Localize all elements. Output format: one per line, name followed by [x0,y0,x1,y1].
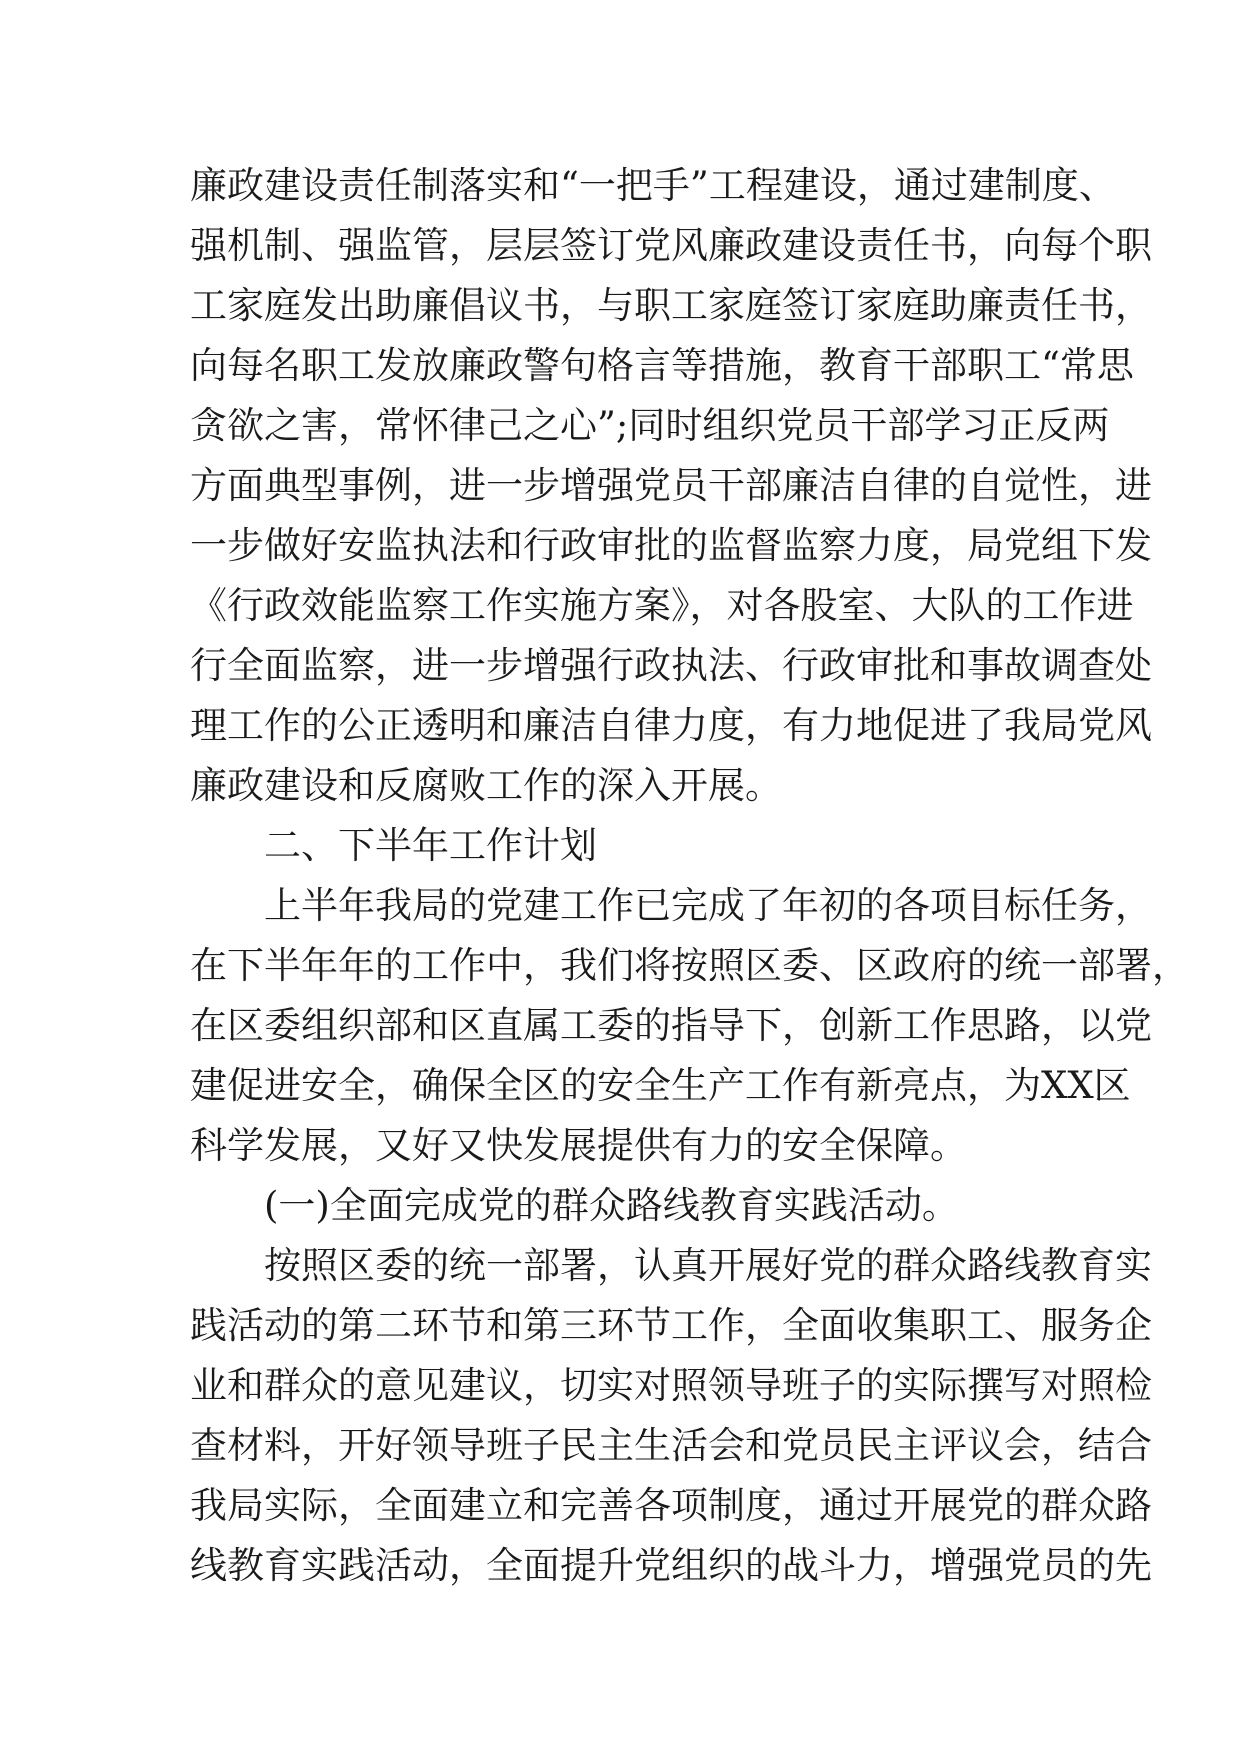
body-line: 我局实际，全面建立和完善各项制度，通过开展党的群众路 [190,1484,1152,1527]
body-line: 上半年我局的党建工作已完成了年初的各项目标任务， [264,884,1152,927]
body-line: 理工作的公正透明和廉洁自律力度，有力地促进了我局党风 [190,704,1152,747]
section-heading: 二、下半年工作计划 [264,824,597,867]
body-line: 在下半年年的工作中，我们将按照区委、区政府的统一部署， [190,944,1189,987]
body-line: 方面典型事例，进一步增强党员干部廉洁自律的自觉性，进 [190,464,1152,507]
body-line: 线教育实践活动，全面提升党组织的战斗力，增强党员的先 [190,1544,1152,1587]
body-line: 一步做好安监执法和行政审批的监督监察力度，局党组下发 [190,524,1152,567]
body-line: 《行政效能监察工作实施方案》，对各股室、大队的工作进 [190,584,1134,627]
body-line: 按照区委的统一部署，认真开展好党的群众路线教育实 [264,1244,1152,1287]
document-body [190,156,1189,1596]
body-line: 建促进安全，确保全区的安全生产工作有新亮点，为XX区 [190,1064,1131,1107]
body-line: 业和群众的意见建议，切实对照领导班子的实际撰写对照检 [190,1364,1152,1407]
body-line: 廉政建设责任制落实和“一把手”工程建设，通过建制度、 [190,164,1116,207]
body-line: 强机制、强监管，层层签订党风廉政建设责任书，向每个职 [190,224,1152,267]
body-line: 查材料，开好领导班子民主生活会和党员民主评议会，结合 [190,1424,1152,1467]
body-line: 行全面监察，进一步增强行政执法、行政审批和事故调查处 [190,644,1152,687]
body-line: 在区委组织部和区直属工委的指导下，创新工作思路，以党 [190,1004,1152,1047]
body-line: 廉政建设和反腐败工作的深入开展。 [190,764,782,807]
body-line: 践活动的第二环节和第三环节工作，全面收集职工、服务企 [190,1304,1152,1347]
body-line: 工家庭发出助廉倡议书，与职工家庭签订家庭助廉责任书， [190,284,1152,327]
body-line: 向每名职工发放廉政警句格言等措施，教育干部职工“常思 [190,344,1134,387]
body-line: 科学发展，又好又快发展提供有力的安全保障。 [190,1124,967,1167]
subsection-heading: (一)全面完成党的群众路线教育实践活动。 [264,1184,959,1227]
body-line: 贪欲之害，常怀律己之心”;同时组织党员干部学习正反两 [190,404,1110,447]
